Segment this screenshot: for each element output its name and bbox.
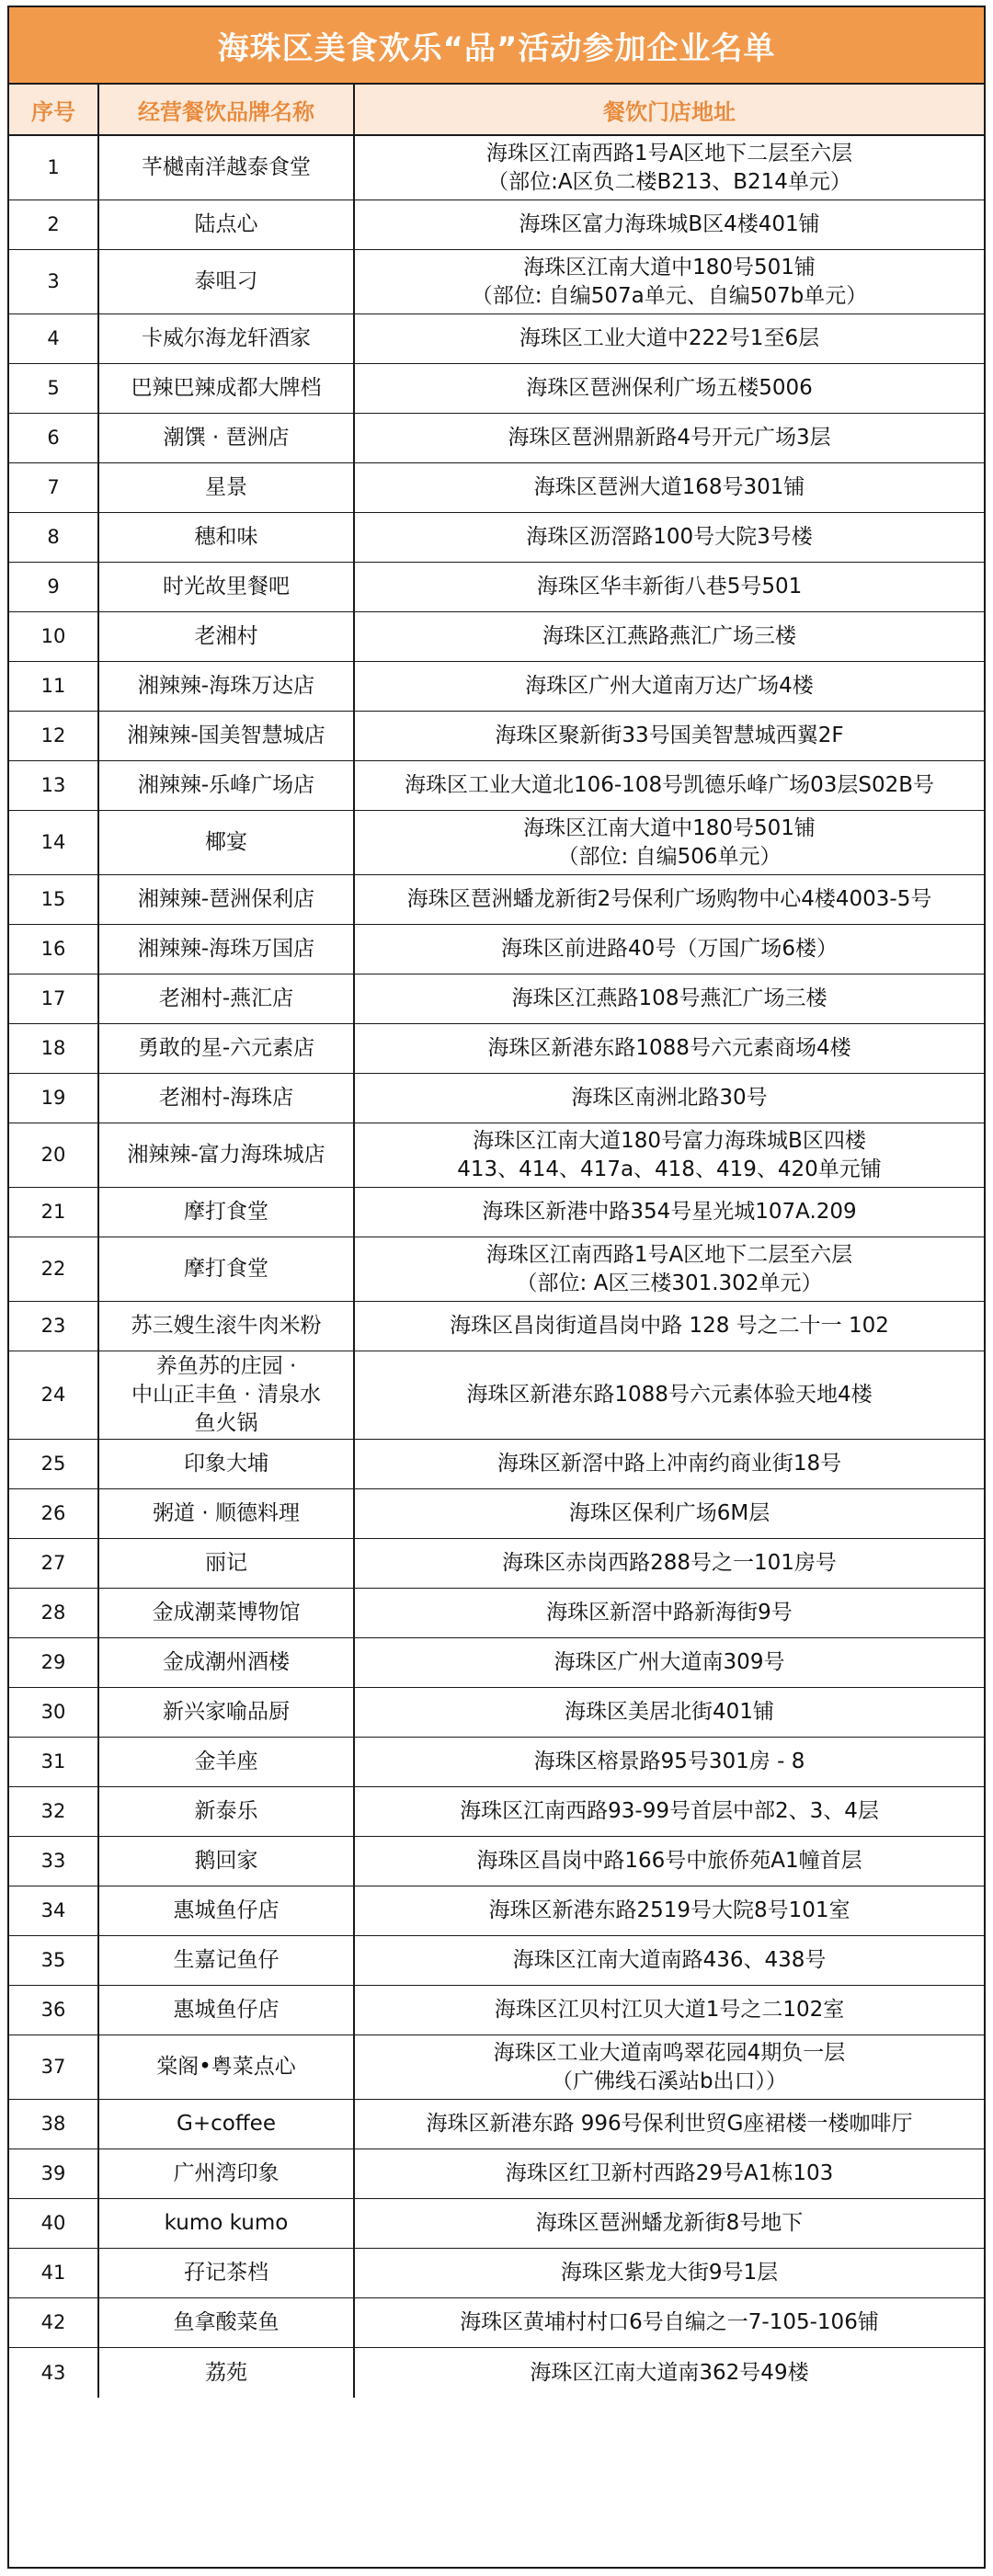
store-address: 海珠区新港东路2519号大院8号101室 [488,1898,850,1922]
store-address: 海珠区南洲北路30号 [571,1086,768,1110]
brand-name: 湘辣辣-国美智慧城店 [99,712,355,760]
table-row [9,364,984,414]
row-number: 21 [9,1188,99,1237]
row-number: 42 [9,2298,99,2347]
brand-name: 惠城鱼仔店 [99,1886,355,1935]
store-address: 海珠区江燕路108号燕汇广场三楼 [511,986,828,1010]
store-address: 海珠区保利广场6M层 [568,1501,770,1525]
brand-name: 湘辣辣-乐峰广场店 [99,761,355,810]
table-row [9,1886,984,1936]
brand-name: 勇敢的星-六元素店 [99,1024,355,1073]
store-address: 海珠区琶洲蟠龙新街2号保利广场购物中心4楼4003-5号 [406,887,932,911]
brand-name: 时光故里餐吧 [99,563,355,611]
row-number: 8 [9,513,99,562]
row-number: 16 [9,925,99,974]
table-row [9,761,984,811]
store-address: 海珠区黄埔村村口6号自编之一7-105-106铺 [460,2310,879,2334]
row-number: 18 [9,1024,99,1073]
store-address: 海珠区榕景路95号301房 - 8 [533,1750,805,1773]
store-address: 海珠区江南大道180号富力海珠城B区四楼 413、414、417a、418、419、420单元铺 [457,1128,882,1181]
brand-name: 荔苑 [99,2348,355,2398]
row-number: 28 [9,1589,99,1637]
brand-name: 广州湾印象 [99,2149,355,2198]
row-number: 25 [9,1440,99,1488]
table-title: 海珠区美食欢乐“品”活动参加企业名单 [9,7,984,85]
row-number: 2 [9,200,99,249]
store-address: 海珠区红卫新村西路29号A1栋103 [505,2161,834,2185]
store-address: 海珠区新港东路 996号保利世贸G座裙楼一楼咖啡厅 [426,2112,913,2136]
store-address: 海珠区琶洲大道168号301铺 [533,475,805,499]
store-address: 海珠区昌岗街道昌岗中路 128 号之二十一 102 [450,1314,889,1338]
row-number: 27 [9,1539,99,1588]
row-number: 13 [9,761,99,810]
store-address: 海珠区江南西路1号A区地下二层至六层 （部位: A区三楼301.302单元） [485,1242,853,1295]
store-address: 海珠区新滘中路新海街9号 [546,1601,793,1624]
table-row [9,2149,984,2199]
row-number: 30 [9,1688,99,1737]
table-row [9,1123,984,1188]
table-row [9,2100,984,2149]
row-number: 35 [9,1936,99,1985]
row-number: 33 [9,1837,99,1886]
row-number: 38 [9,2100,99,2149]
brand-name: 老湘村-海珠店 [99,1074,355,1123]
table-row [9,2298,984,2348]
brand-name: G+coffee [99,2100,355,2149]
store-address: 海珠区琶洲蟠龙新街8号地下 [535,2211,804,2235]
row-number: 9 [9,563,99,611]
brand-name: 椰宴 [99,811,355,874]
table-row [9,662,984,712]
brand-name: 潮馔 · 琶洲店 [99,414,355,462]
store-address: 海珠区聚新街33号国美智慧城西翼2F [495,724,844,747]
brand-name: 泰咀刁 [99,250,355,313]
store-address: 海珠区江南大道南362号49楼 [530,2360,809,2385]
brand-name: 星景 [99,463,355,512]
table-body [9,136,984,2398]
store-address: 海珠区江燕路燕汇广场三楼 [542,624,796,648]
row-number: 31 [9,1738,99,1786]
brand-name: 巴辣巴辣成都大牌档 [99,364,355,413]
store-address: 海珠区工业大道南鸣翠花园4期负一层 （广佛线石溪站b出口）） [493,2040,846,2093]
brand-name: 金羊座 [99,1738,355,1786]
table-row [9,1837,984,1886]
row-number: 39 [9,2149,99,2198]
store-address: 海珠区华丰新街八巷5号501 [536,575,803,598]
brand-name: 陆点心 [99,200,355,249]
table-row [9,2249,984,2298]
table-row [9,414,984,463]
store-address: 海珠区江南西路93-99号首层中部2、3、4层 [460,1799,879,1823]
brand-name: 卡威尔海龙轩酒家 [99,314,355,363]
brand-name: 棠阁•粤菜点心 [99,2035,355,2099]
row-number: 20 [9,1123,99,1187]
table-row [9,1024,984,1074]
table-row [9,200,984,250]
row-number: 26 [9,1489,99,1538]
store-address: 海珠区赤岗西路288号之一101房号 [502,1551,837,1575]
store-address: 海珠区富力海珠城B区4楼401铺 [519,212,820,236]
brand-name: 生嘉记鱼仔 [99,1936,355,1985]
table-row [9,1936,984,1986]
table-row [9,1738,984,1787]
store-address: 海珠区美居北街401铺 [565,1700,774,1724]
store-address: 海珠区江南大道南路436、438号 [512,1948,827,1972]
brand-name: 芊樾南洋越泰食堂 [99,136,355,199]
row-number: 37 [9,2035,99,2099]
brand-name: 鱼拿酸菜鱼 [99,2298,355,2347]
table-row [9,975,984,1024]
table-row [9,136,984,200]
row-number: 43 [9,2348,99,2398]
table-row [9,612,984,662]
store-address: 海珠区广州大道南万达广场4楼 [525,674,814,698]
table-row [9,513,984,563]
table-row [9,1539,984,1589]
brand-name: 新泰乐 [99,1787,355,1836]
row-number: 3 [9,250,99,313]
store-address: 海珠区新港东路1088号六元素体验天地4楼 [466,1383,873,1407]
row-number: 7 [9,463,99,512]
table-row [9,1638,984,1688]
brand-name: 穗和味 [99,513,355,562]
table-row [9,1302,984,1351]
table-row [9,1986,984,2035]
brand-name: 惠城鱼仔店 [99,1986,355,2035]
table-row [9,250,984,314]
store-address: 海珠区江南西路1号A区地下二层至六层 （部位:A区负二楼B213、B214单元） [485,141,853,194]
store-address: 海珠区新滘中路上冲南约商业街18号 [496,1452,842,1476]
brand-name: 孖记茶档 [99,2249,355,2297]
row-number: 34 [9,1886,99,1935]
store-address: 海珠区广州大道南309号 [554,1650,785,1674]
table-row [9,712,984,761]
table-row [9,1688,984,1738]
row-number: 22 [9,1237,99,1301]
brand-name: 湘辣辣-海珠万国店 [99,925,355,974]
row-number: 6 [9,414,99,462]
table-row [9,463,984,513]
row-number: 19 [9,1074,99,1123]
store-address: 海珠区工业大道中222号1至6层 [519,326,820,350]
table-row [9,925,984,975]
brand-name: 鹅回家 [99,1837,355,1886]
row-number: 11 [9,662,99,711]
store-address: 海珠区工业大道北106-108号凯德乐峰广场03层S02B号 [404,773,934,797]
table-row [9,1440,984,1489]
store-address: 海珠区新港中路354号星光城107A.209 [482,1200,857,1224]
row-number: 1 [9,136,99,199]
row-number: 29 [9,1638,99,1687]
brand-name: 湘辣辣-海珠万达店 [99,662,355,711]
company-list-table [7,6,986,2569]
row-number: 32 [9,1787,99,1836]
row-number: 23 [9,1302,99,1351]
column-header-no: 序号 [9,85,99,134]
row-number: 10 [9,612,99,661]
brand-name: 金成潮菜博物馆 [99,1589,355,1637]
brand-name: 老湘村 [99,612,355,661]
row-number: 24 [9,1351,99,1439]
row-number: 12 [9,712,99,760]
column-header-brand: 经营餐饮品牌名称 [99,85,355,134]
store-address: 海珠区江南大道中180号501铺 （部位: 自编507a单元、自编507b单元） [471,255,868,308]
brand-name: 摩打食堂 [99,1237,355,1301]
table-row [9,1489,984,1539]
brand-name: 老湘村-燕汇店 [99,975,355,1023]
table-row [9,2348,984,2398]
brand-name: 湘辣辣-富力海珠城店 [99,1123,355,1187]
store-address: 海珠区沥滘路100号大院3号楼 [526,525,813,549]
table-row [9,314,984,364]
brand-name: 养鱼苏的庄园 · 中山正丰鱼 · 清泉水 鱼火锅 [99,1351,355,1439]
row-number: 40 [9,2199,99,2248]
row-number: 17 [9,975,99,1023]
store-address: 海珠区昌岗中路166号中旅侨苑A1幢首层 [476,1849,862,1873]
brand-name: 丽记 [99,1539,355,1588]
row-number: 4 [9,314,99,363]
row-number: 14 [9,811,99,874]
store-address: 海珠区紫龙大街9号1层 [560,2261,779,2285]
table-row [9,811,984,875]
brand-name: 印象大埔 [99,1440,355,1488]
column-header-row [9,85,984,136]
store-address: 海珠区前进路40号（万国广场6楼） [501,937,838,961]
table-row [9,1351,984,1440]
brand-name: 苏三嫂生滚牛肉米粉 [99,1302,355,1351]
column-header-address: 餐饮门店地址 [603,98,736,125]
table-row [9,1188,984,1237]
brand-name: 湘辣辣-琶洲保利店 [99,875,355,924]
brand-name: kumo kumo [99,2199,355,2248]
table-row [9,875,984,925]
table-row [9,1787,984,1837]
store-address: 海珠区江南大道中180号501铺 （部位: 自编506单元） [523,815,816,869]
table-row [9,1237,984,1302]
row-number: 36 [9,1986,99,2035]
store-address: 海珠区琶洲保利广场五楼5006 [526,376,813,400]
row-number: 41 [9,2249,99,2297]
table-row [9,1074,984,1123]
brand-name: 粥道 · 顺德料理 [99,1489,355,1538]
table-row [9,563,984,612]
table-row [9,2035,984,2100]
row-number: 15 [9,875,99,924]
table-row [9,1589,984,1638]
brand-name: 金成潮州酒楼 [99,1638,355,1687]
row-number: 5 [9,364,99,413]
store-address: 海珠区江贝村江贝大道1号之二102室 [494,1998,845,2022]
table-row [9,2199,984,2249]
brand-name: 摩打食堂 [99,1188,355,1237]
store-address: 海珠区琶洲鼎新路4号开元广场3层 [508,426,831,450]
brand-name: 新兴家喻品厨 [99,1688,355,1737]
store-address: 海珠区新港东路1088号六元素商场4楼 [487,1036,851,1060]
